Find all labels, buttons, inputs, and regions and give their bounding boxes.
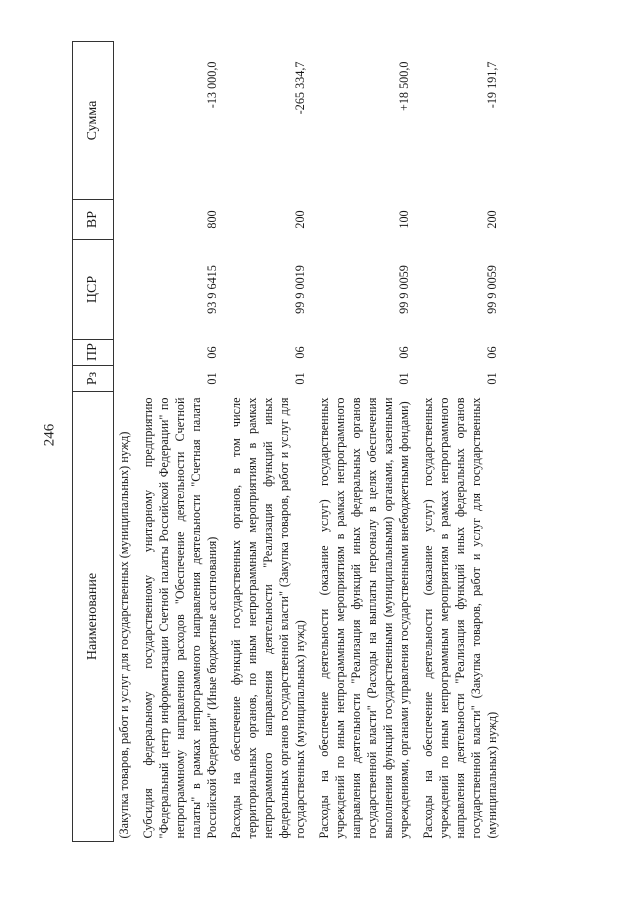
row-pr: 06: [397, 346, 411, 359]
header-pr: ПР: [73, 340, 114, 366]
row-rz: [114, 366, 137, 392]
row-name: (Закупка товаров, работ и услуг для государственных (муниципальных) нужд): [117, 431, 131, 839]
header-rz: Рз: [73, 366, 114, 392]
row-pr: 06: [485, 346, 499, 359]
row-csr: 99 9 0019: [293, 265, 307, 314]
row-pr: 06: [293, 346, 307, 359]
row-pr: [114, 340, 137, 366]
row-rz: 01: [485, 372, 499, 385]
row-name: Расходы на обеспечение деятельности (оказание услуг) государственных учреждений по иным непрограммным мероприятиям в рамках непрограммного направления деятельности "Реализация функций иных федеральных органов государственной власти" (Расходы на выплаты персоналу в целях обеспечения выполнения функций государственными (муниципальными) органами, казенными учреждениями, органами управления государственными внебюджетными фондами): [317, 397, 411, 839]
row-csr: [114, 240, 137, 340]
table-header-row: [73, 42, 114, 842]
row-name: Расходы на обеспечение функций государственных органов, в том числе территориальных органов, по иным непрограммным мероприятиям в рамках непрограммного направления деятельности "Реализация функций иных федеральных органов государственной власти" (Закупка товаров, работ и услуг для государственных (муниципальных) нужд): [229, 397, 307, 839]
table-row: [114, 42, 137, 842]
header-name: Наименование: [73, 392, 114, 842]
table-row: [136, 42, 224, 842]
row-csr: 99 9 0059: [397, 265, 411, 314]
row-vr: 200: [485, 210, 499, 229]
row-sum: [114, 42, 137, 200]
row-rz: 01: [397, 372, 411, 385]
row-rz: 01: [293, 372, 307, 385]
row-vr: 100: [397, 210, 411, 229]
row-vr: [114, 200, 137, 240]
row-sum: +18 500,0: [397, 61, 411, 112]
row-rz: 01: [205, 372, 219, 385]
header-csr: ЦСР: [73, 240, 114, 340]
table-row: [416, 42, 504, 842]
table-row: [224, 42, 312, 842]
rotated-budget-table-page: [72, 42, 587, 842]
row-vr: 200: [293, 210, 307, 229]
row-sum: -265 334,7: [293, 61, 307, 115]
row-sum: -13 000,0: [205, 61, 219, 109]
row-pr: 06: [205, 346, 219, 359]
row-sum: -19 191,7: [485, 61, 499, 109]
budget-table: [72, 41, 504, 842]
row-csr: 99 9 0059: [485, 265, 499, 314]
header-vr: ВР: [73, 200, 114, 240]
row-name: Расходы на обеспечение деятельности (оказание услуг) государственных учреждений по иным непрограммным мероприятиям в рамках непрограммного направления деятельности "Реализация функций иных федеральных органов государственной власти" (Закупка товаров, работ и услуг для государственных (муниципальных) нужд): [421, 397, 499, 839]
page-number: 246: [41, 423, 58, 447]
row-vr: 800: [205, 210, 219, 229]
row-name: Субсидия федеральному государственному унитарному предприятию "Федеральный центр информатизации Счетной палаты Российской Федерации" по непрограммному направлению расходов "Обеспечение деятельности Счетной палаты" в рамках непрограммного направления деятельности "Счетная палата Российской Федерации" (Иные бюджетные ассигнования): [141, 397, 219, 839]
header-sum: Сумма: [73, 42, 114, 200]
row-csr: 93 9 6415: [205, 265, 219, 314]
table-row: [312, 42, 416, 842]
